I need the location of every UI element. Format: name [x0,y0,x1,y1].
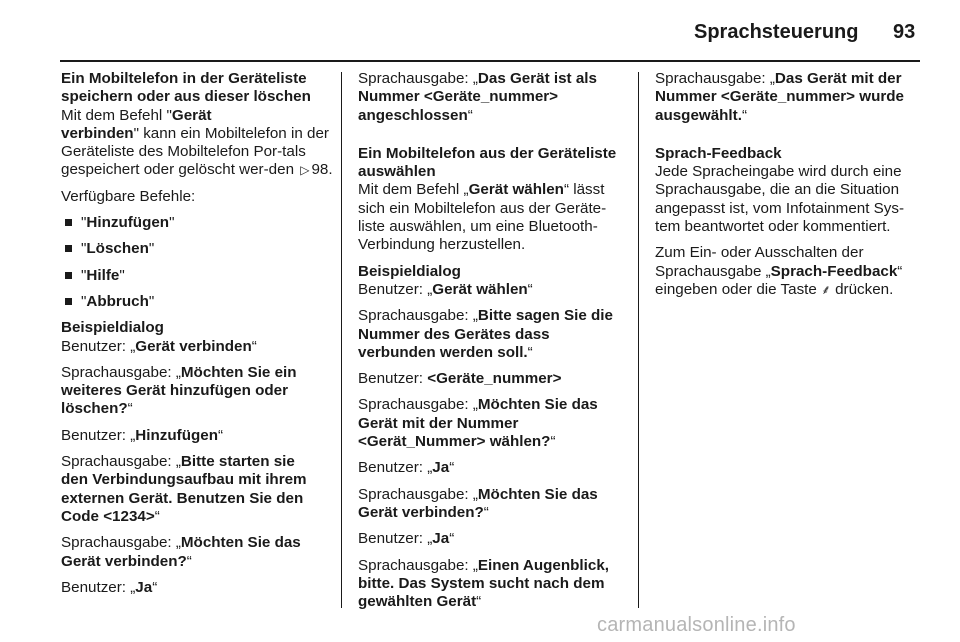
bullet-icon [65,219,72,226]
list-item: "Abbruch" [61,293,333,311]
dialog-line: Benutzer: <Geräte_nummer> [358,370,562,388]
section-heading-store-phone: Ein Mobiltelefon in der Geräteliste speichern oder aus dieser löschen [61,70,311,106]
dialog-line: Sprachausgabe: „Möchten Sie das Gerät verbinden?“ [358,485,598,521]
column-divider-2 [638,72,639,608]
column-3 [655,70,925,307]
dialog-heading: Beispieldialog [61,319,164,337]
paragraph-feedback: Jede Spracheingabe wird durch eine Sprachausgabe, die an die Situation angepasst ist, vom Infotainment Sys-tem beantwortet oder kommentiert. [655,163,905,236]
page-reference-icon: ▷ [300,163,310,178]
dialog-line: Sprachausgabe: „Möchten Sie das Gerät mit der Nummer <Gerät_Nummer> wählen?“ [358,396,598,451]
dialog-line: Benutzer: „Ja“ [358,530,455,548]
page-header [0,0,960,60]
column-2 [358,70,628,619]
dialog-line: Sprachausgabe: „Das Gerät ist als Nummer <Geräte_nummer> angeschlossen“ [358,70,597,124]
dialog-line: Sprachausgabe: „Einen Augenblick, bitte. Das System sucht nach dem gewählten Gerät“ [358,556,609,611]
header-divider [60,60,920,62]
paragraph-store-phone: Mit dem Befehl "Gerät verbinden" kann ein Mobiltelefon in der Geräteliste des Mobiltelefon Por-tals gespeichert oder gelöscht wer-den ▷ 98. [61,106,333,179]
column-divider-1 [341,72,342,608]
dialog-line: Benutzer: „Ja“ [358,459,455,477]
watermark: carmanualsonline.info [597,614,796,636]
dialog-heading: Beispieldialog [358,262,461,280]
dialog-line: Benutzer: „Hinzufügen“ [61,426,224,444]
page-number: 93 [893,21,916,43]
list-item: "Hilfe" [61,267,333,285]
dialog-line: Sprachausgabe: „Bitte sagen Sie die Nummer des Gerätes dass verbunden werden soll.“ [358,307,613,361]
page-reference: 98. [311,161,333,179]
dialog-line: Sprachausgabe: „Das Gerät mit der Nummer <Geräte_nummer> wurde ausgewählt.“ [655,70,904,124]
page-title: Sprachsteuerung [694,21,859,43]
dialog-line: Benutzer: „Ja“ [61,578,158,596]
paragraph-feedback-toggle: Zum Ein- oder Ausschalten der Sprachausgabe „Sprach-Feedback“ eingeben oder die Taste ⸙ drücken. [655,244,903,298]
bullet-icon [65,272,72,279]
bullet-icon [65,245,72,252]
command-list [61,214,333,311]
column-1 [61,70,333,605]
voice-button-icon: ⸙ [821,281,831,297]
bullet-icon [65,298,72,305]
dialog-line: Benutzer: „Gerät verbinden“ [61,337,257,355]
dialog-line: Sprachausgabe: „Möchten Sie das Gerät verbinden?“ [61,534,301,570]
section-heading-feedback: Sprach-Feedback [655,144,782,162]
available-commands-label: Verfügbare Befehle: [61,187,196,205]
dialog-line: Sprachausgabe: „Möchten Sie ein weiteres Gerät hinzufügen oder löschen?“ [61,363,297,418]
dialog-line: Benutzer: „Gerät wählen“ [358,280,533,298]
paragraph-select-phone: Mit dem Befehl „Gerät wählen“ lässt sich ein Mobiltelefon aus der Geräte-liste auswählen, um eine Bluetooth-Verbindung herzustellen. [358,181,607,254]
dialog-line: Sprachausgabe: „Bitte starten sie den Verbindungsaufbau mit ihrem externen Gerät. Benutzen Sie den Code <1234>“ [61,453,307,525]
section-heading-select-phone: Ein Mobiltelefon aus der Geräteliste auswählen [358,144,617,181]
list-item: "Löschen" [61,240,333,258]
list-item: "Hinzufügen" [61,214,333,232]
